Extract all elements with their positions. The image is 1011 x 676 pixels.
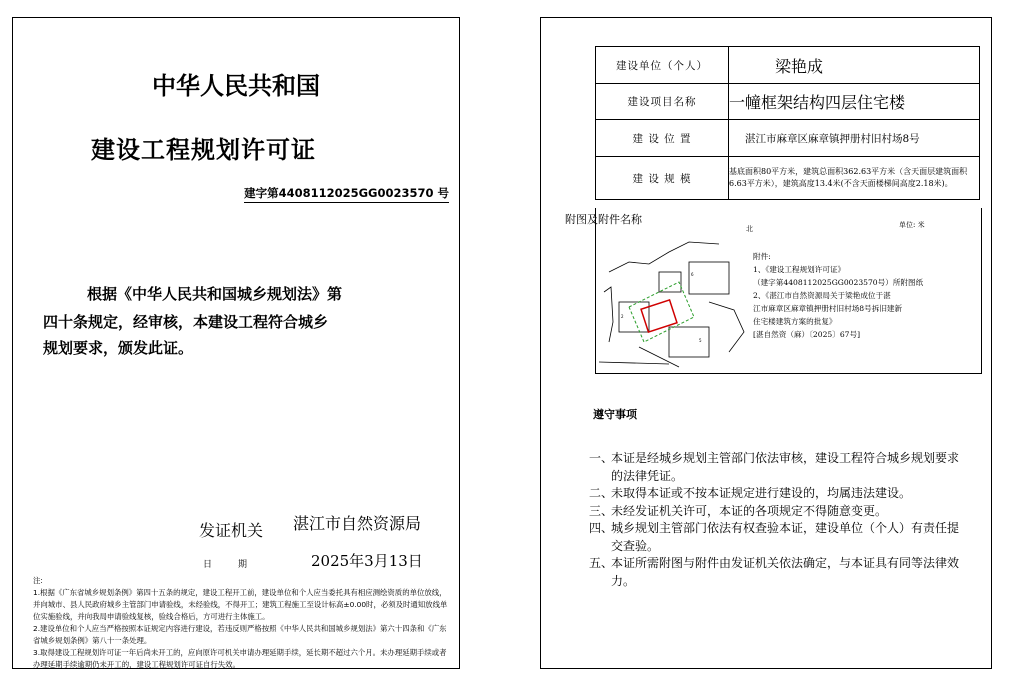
row-value: 一幢框架结构四层住宅楼 [729,84,980,120]
attachment-item: 2、《湛江市自然资源局关于梁艳成位于湛 [753,291,891,300]
project-info-table [595,46,980,200]
attachment-item: [湛自然资（麻）〔2025〕67号] [753,330,861,339]
notice-number: 四、 [589,521,614,535]
notice-item [589,450,969,485]
notice-text: 城乡规划主管部门依法有权查验本证，建设单位（个人）有责任提交查验。 [611,521,960,553]
note-item: 3.取得建设工程规划许可证一年后尚未开工的，应向原许可机关申请办理延期手续，延长期不超过六个月。未办理延期手续或者办理延期手续逾期仍未开工的，建设工程规划许可证自行失效。 [33,648,447,669]
attachment-list [753,250,923,341]
body-line-3: 规划要求，颁发此证。 [43,339,194,357]
unit-label: 单位: 米 [899,221,925,229]
north-label: 北 [746,225,753,233]
svg-text:2: 2 [621,314,624,319]
notice-item [589,520,969,555]
notice-number: 三、 [589,503,614,518]
notice-item [589,503,969,521]
notice-text: 本证所需附图与附件由发证机关依法确定，与本证具有同等法律效力。 [611,556,960,588]
notes-section [33,575,448,671]
row-label: 建设项目名称 [596,84,729,120]
table-row [596,120,980,157]
issuer-label: 发证机关 [199,521,264,540]
license-number: 建字第4408112025GG0023570 号 [244,185,449,203]
row-label: 建 设 位 置 [596,120,729,157]
country-title: 中华人民共和国 [152,72,320,100]
issue-date: 2025年3月13日 [311,552,423,570]
notice-number: 五、 [589,556,614,570]
license-title: 建设工程规划许可证 [91,136,316,164]
attachment-item: 住宅楼建筑方案的批复》 [753,317,837,326]
svg-text:5: 5 [699,338,702,343]
attachment-item: 1、《建设工程规划许可证》 [753,265,846,274]
svg-text:6: 6 [691,272,694,277]
license-back-page [540,17,992,669]
row-label: 建设单位（个人） [596,47,729,84]
notice-title: 遵守事项 [593,408,637,421]
note-item: 1.根据《广东省城乡规划条例》第四十五条的规定，建设工程开工前，建设单位和个人应当委托具有相应测绘资质的单位放线，并向城市、县人民政府城乡主管部门申请验线，未经验线，不得开工；建筑工程施工至设计标高±0.00时，必须及时通知放线单位实施验线，并向我局申请验线复核，验线合格后，方可进行主体施工。 [33,588,448,621]
table-row [596,47,980,84]
attachment-title: 附图及附件名称 [565,213,642,226]
table-row [596,157,980,200]
attachment-item: 江市麻章区麻章镇押册村旧村场8号拆旧建新 [753,304,903,313]
note-item: 2.建设单位和个人应当严格按照本证规定内容进行建设，若违反则严格按照《中华人民共和国城乡规划法》第六十四条和《广东省城乡规划条例》第八十一条处理。 [33,624,447,645]
notice-number: 二、 [589,486,614,500]
notice-item [589,485,969,503]
notice-list [589,450,969,590]
notice-item [589,555,969,590]
site-plan-drawing [599,232,749,372]
body-line-2: 四十条规定，经审核，本建设工程符合城乡 [43,313,329,331]
notice-number: 一、 [589,451,614,465]
table-row [596,84,980,120]
row-value: 梁艳成 [729,47,980,84]
row-label: 建 设 规 模 [596,157,729,200]
notice-text: 未取得本证或不按本证规定进行建设的，均属违法建设。 [611,486,912,500]
row-value: 基底面积80平方米，建筑总面积362.63平方米（含天面层建筑面积6.63平方米），建筑高度13.4米(不含天面楼梯间高度2.18米)。 [729,157,980,200]
issuer-name: 湛江市自然资源局 [293,514,422,533]
body-line-1: 根据《中华人民共和国城乡规划法》第 [87,285,343,303]
attachments-title: 附件: [753,252,771,261]
attachment-item: （建字第4408112025GG0023570号）所附图纸 [753,278,924,287]
notice-text: 本证是经城乡规划主管部门依法审核，建设工程符合城乡规划要求的法律凭证。 [611,451,960,483]
row-value: 湛江市麻章区麻章镇押册村旧村场8号 [729,120,980,157]
notes-title: 注: [33,576,43,585]
license-front-page [12,17,460,669]
notice-text: 未经发证机关许可，本证的各项规定不得随意变更。 [611,503,888,518]
date-label: 日期 [203,560,274,570]
